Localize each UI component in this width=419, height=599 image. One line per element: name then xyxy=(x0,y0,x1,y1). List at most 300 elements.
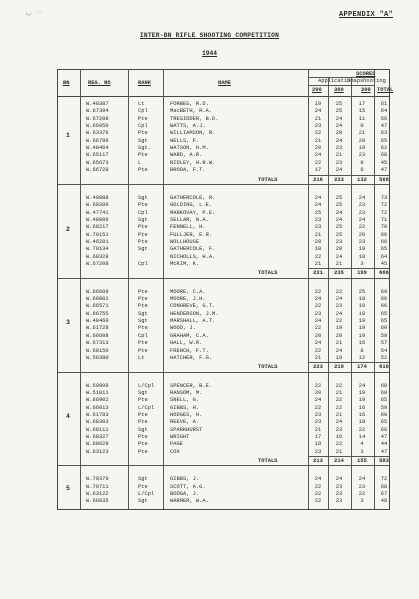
divider xyxy=(308,77,374,78)
cell-rank: Sgt xyxy=(138,426,148,433)
cell-t: 66 xyxy=(380,231,388,238)
cell-no: W.47741 xyxy=(86,209,109,216)
cell-b: 24 xyxy=(335,123,343,130)
cell-t: 44 xyxy=(380,441,388,448)
cell-b: 20 xyxy=(335,130,343,137)
cell-no: W.66902 xyxy=(86,397,109,404)
cell-c: 23 xyxy=(358,202,366,209)
cell-a: 23 xyxy=(314,411,322,418)
cell-b: 28 xyxy=(335,246,343,253)
cell-b: 22 xyxy=(335,318,343,325)
bn-number: 1 xyxy=(66,131,70,139)
cell-no: W.70134 xyxy=(86,246,109,253)
cell-b: 24 xyxy=(335,310,343,317)
cell-rank: Pte xyxy=(138,411,148,418)
cell-name: FORBES, R.D. xyxy=(170,101,209,107)
cell-a: 25 xyxy=(314,209,322,216)
cell-t: 72 xyxy=(380,209,388,216)
cell-t: 72 xyxy=(380,476,388,483)
team-divider xyxy=(58,372,389,373)
cell-c: 21 xyxy=(358,130,366,137)
cell-b: 24 xyxy=(335,419,343,426)
cell-b: 23 xyxy=(335,491,343,498)
cell-t: 66 xyxy=(380,426,388,433)
cell-c: 15 xyxy=(358,108,366,115)
totals-b: 219 xyxy=(334,364,344,371)
cell-b: 22 xyxy=(335,441,343,448)
cell-b: 25 xyxy=(335,194,343,201)
cell-c: 18 xyxy=(358,296,366,303)
cell-b: 25 xyxy=(335,202,343,209)
cell-t: 65 xyxy=(380,310,388,317)
cell-a: 22 xyxy=(314,404,322,411)
cell-name: RANSOM, M. xyxy=(170,389,203,396)
cell-name: FRENCH, F.T. xyxy=(170,347,209,354)
cell-name: FULLJER, E.R. xyxy=(170,231,213,238)
cell-t: 66 xyxy=(380,238,388,245)
col-range-200b: 200 xyxy=(361,87,371,93)
cell-rank: Cpl xyxy=(138,261,148,267)
cell-rank: Lt xyxy=(138,101,145,107)
cell-c: 19 xyxy=(358,332,366,339)
cell-rank: Pte xyxy=(138,434,148,440)
cell-name: PAGE xyxy=(170,441,183,448)
cell-rank: Pte xyxy=(138,325,148,332)
page-title: INTER-BN RIFLE SHOOTING COMPETITION xyxy=(139,32,280,39)
cell-c: 16 xyxy=(358,340,366,347)
col-range-200: 200 xyxy=(312,87,322,93)
totals-c: 199 xyxy=(357,270,367,277)
cell-c: 0 xyxy=(360,159,364,166)
cell-b: 21 xyxy=(335,448,343,455)
cell-b: 25 xyxy=(335,108,343,115)
cell-b: 21 xyxy=(335,389,343,396)
team-divider xyxy=(58,278,389,279)
cell-a: 17 xyxy=(314,167,322,174)
cell-rank: Lt xyxy=(138,354,145,361)
cell-name: MOORE, C.A. xyxy=(170,288,206,295)
bn-number: 3 xyxy=(66,319,70,327)
cell-t: 60 xyxy=(380,411,388,418)
cell-name: HATCHER, F.G. xyxy=(170,354,213,361)
team-divider xyxy=(58,184,389,185)
cell-name: FENNELL, H. xyxy=(170,224,206,231)
cell-t: 59 xyxy=(380,332,388,339)
cell-c: 6 xyxy=(360,167,364,174)
col-snapshooting: Snapshooting xyxy=(347,78,386,84)
cell-name: HENDERSON, J.M. xyxy=(170,310,219,317)
col-scores: SCORES xyxy=(356,71,376,77)
cell-t: 68 xyxy=(380,483,388,490)
cell-t: 60 xyxy=(380,325,388,332)
cell-name: WARNER, W.A. xyxy=(170,498,209,505)
cell-no: W.68217 xyxy=(86,224,109,231)
cell-t: 68 xyxy=(380,382,388,389)
totals-label: TOTALS xyxy=(258,176,278,183)
cell-a: 17 xyxy=(314,434,322,440)
cell-rank: L/Cpl xyxy=(138,404,155,411)
cell-name: WATSON, H.M. xyxy=(170,145,209,152)
cell-rank: Pte xyxy=(138,296,148,303)
cell-no: W.66950 xyxy=(86,123,109,130)
totals-t: 616 xyxy=(379,364,389,371)
cell-b: 25 xyxy=(335,101,343,107)
cell-rank: Pte xyxy=(138,152,148,159)
cell-b: 24 xyxy=(335,253,343,260)
cell-rank: Pte xyxy=(138,130,148,137)
cell-rank: L/Cpl xyxy=(138,382,155,389)
cell-rank: Pte xyxy=(138,167,148,174)
cell-a: 22 xyxy=(314,159,322,166)
cell-no: W.70379 xyxy=(86,476,109,483)
cell-a: 21 xyxy=(314,426,322,433)
cell-b: 21 xyxy=(335,411,343,418)
cell-a: 19 xyxy=(314,101,322,107)
cell-b: 22 xyxy=(335,382,343,389)
totals-b: 214 xyxy=(334,458,344,465)
cell-name: CONGREVE, G.T. xyxy=(170,303,216,310)
cell-no: W.66571 xyxy=(86,303,109,310)
cell-a: 24 xyxy=(314,296,322,303)
cell-rank: Pte xyxy=(138,288,148,295)
cell-t: 47 xyxy=(380,167,388,174)
cell-t: 65 xyxy=(380,397,388,404)
totals-label: TOTALS xyxy=(258,458,278,465)
cell-c: 11 xyxy=(358,115,366,122)
cell-name: MARSHALL, A.T. xyxy=(170,318,216,325)
cell-no: W.63123 xyxy=(86,448,109,455)
cell-t: 65 xyxy=(380,419,388,426)
cell-rank: Cpl xyxy=(138,123,148,130)
cell-name: BRODA, F.T. xyxy=(170,167,206,174)
bn-number: 4 xyxy=(66,413,70,421)
cell-rank: Pte xyxy=(138,115,148,122)
cell-b: 16 xyxy=(335,434,343,440)
cell-name: MARKOVAY, P.E. xyxy=(170,209,216,216)
cell-b: 19 xyxy=(335,354,343,361)
col-name: NAME xyxy=(218,80,231,86)
cell-no: W.48464 xyxy=(86,145,109,152)
cell-t: 65 xyxy=(380,246,388,253)
cell-name: GRAHAM, C.A. xyxy=(170,332,209,339)
cell-a: 24 xyxy=(314,108,322,115)
cell-t: 66 xyxy=(380,296,388,303)
cell-a: 21 xyxy=(314,137,322,144)
cell-t: 68 xyxy=(380,152,388,159)
cell-no: W.68328 xyxy=(86,253,109,260)
cell-no: W.68327 xyxy=(86,434,109,440)
cell-c: 3 xyxy=(360,498,364,505)
cell-c: 12 xyxy=(358,354,366,361)
cell-name: SPENCER, B.E. xyxy=(170,382,213,389)
cell-a: 20 xyxy=(314,238,322,245)
cell-c: 23 xyxy=(358,152,366,159)
cell-no: W.66035 xyxy=(86,498,109,505)
cell-a: 24 xyxy=(314,318,322,325)
cell-b: 23 xyxy=(335,303,343,310)
cell-c: 18 xyxy=(358,419,366,426)
cell-c: 14 xyxy=(358,434,366,440)
cell-a: 24 xyxy=(314,194,322,201)
cell-no: W.67313 xyxy=(86,340,109,347)
cell-no: W.65673 xyxy=(86,159,109,166)
cell-a: 21 xyxy=(314,261,322,267)
cell-t: 64 xyxy=(380,108,388,115)
cell-a: 18 xyxy=(314,441,322,448)
totals-b: 233 xyxy=(334,176,344,183)
cell-c: 24 xyxy=(358,476,366,483)
cell-c: 16 xyxy=(358,411,366,418)
cell-no: W.48387 xyxy=(86,101,109,107)
cell-c: 18 xyxy=(358,310,366,317)
table-header xyxy=(58,70,394,97)
cell-t: 47 xyxy=(380,123,388,130)
scores-table xyxy=(57,69,394,510)
cell-c: 19 xyxy=(358,389,366,396)
cell-a: 20 xyxy=(314,145,322,152)
cell-no: W.66013 xyxy=(86,404,109,411)
cell-b: 25 xyxy=(335,231,343,238)
cell-name: HODGES, H. xyxy=(170,411,203,418)
cell-name: MacBETH, R.A. xyxy=(170,108,213,115)
cell-name: GATHERCOLE, F. xyxy=(170,246,216,253)
cell-rank: Pte xyxy=(138,441,148,448)
col-application: Application xyxy=(318,78,354,84)
cell-b: 24 xyxy=(335,115,343,122)
cell-name: WOLLHOUSE xyxy=(170,238,200,245)
totals-c: 174 xyxy=(357,364,367,371)
cell-no: W.67208 xyxy=(86,261,109,267)
cell-rank: Sgt xyxy=(138,389,148,396)
cell-a: 22 xyxy=(314,347,322,354)
cell-c: 22 xyxy=(358,224,366,231)
cell-t: 61 xyxy=(380,101,388,107)
totals-c: 132 xyxy=(357,176,367,183)
col-total: TOTAL xyxy=(377,87,394,93)
cell-name: WARD, A.R. xyxy=(170,152,203,159)
cell-c: 8 xyxy=(360,347,364,354)
cell-rank: Pte xyxy=(138,483,148,490)
totals-a: 216 xyxy=(313,176,323,183)
cell-b: 24 xyxy=(335,296,343,303)
cell-c: 20 xyxy=(358,231,366,238)
cell-no: W.60200 xyxy=(86,202,109,209)
cell-a: 22 xyxy=(314,498,322,505)
cell-t: 66 xyxy=(380,303,388,310)
col-regt-no: REG. NO xyxy=(88,80,111,86)
bn-number: 5 xyxy=(66,485,70,493)
cell-a: 23 xyxy=(314,123,322,130)
cell-c: 0 xyxy=(360,123,364,130)
cell-no: W.67394 xyxy=(86,108,109,115)
col-bn: BN xyxy=(63,80,70,86)
cell-name: COX xyxy=(170,448,180,455)
cell-b: 23 xyxy=(335,145,343,152)
cell-c: 23 xyxy=(358,483,366,490)
cell-no: W.66608 xyxy=(86,332,109,339)
cell-t: 48 xyxy=(380,498,388,505)
cell-a: 22 xyxy=(314,491,322,498)
cell-t: 64 xyxy=(380,253,388,260)
cell-rank: Cpl xyxy=(138,332,148,339)
divider xyxy=(308,85,374,86)
cell-t: 72 xyxy=(380,202,388,209)
divider xyxy=(80,70,81,509)
cell-name: SCOTT, A.G. xyxy=(170,483,206,490)
cell-b: 24 xyxy=(335,167,343,174)
cell-b: 23 xyxy=(335,498,343,505)
cell-c: 19 xyxy=(358,318,366,325)
cell-rank: Sgt xyxy=(138,137,148,144)
cell-rank: Pte xyxy=(138,202,148,209)
cell-c: 22 xyxy=(358,491,366,498)
cell-c: 24 xyxy=(358,382,366,389)
cell-name: HALL, W.R. xyxy=(170,340,203,347)
cell-rank: Cpl xyxy=(138,108,148,115)
totals-label: TOTALS xyxy=(258,364,278,371)
cell-t: 62 xyxy=(380,145,388,152)
divider xyxy=(308,70,309,509)
cell-name: McKIM, K. xyxy=(170,261,200,267)
cell-t: 73 xyxy=(380,194,388,201)
cell-no: W.65117 xyxy=(86,152,109,159)
cell-name: WOOD, J. xyxy=(170,325,196,332)
cell-t: 47 xyxy=(380,448,388,455)
cell-a: 21 xyxy=(314,115,322,122)
cell-t: 71 xyxy=(380,216,388,223)
cell-b: 22 xyxy=(335,397,343,404)
totals-a: 213 xyxy=(313,458,323,465)
cell-a: 22 xyxy=(314,253,322,260)
cell-rank: Sgt xyxy=(138,498,148,505)
cell-a: 23 xyxy=(314,224,322,231)
cell-b: 21 xyxy=(335,340,343,347)
cell-b: 24 xyxy=(335,209,343,216)
cell-a: 24 xyxy=(314,397,322,404)
cell-c: 24 xyxy=(358,216,366,223)
cell-t: 57 xyxy=(380,340,388,347)
cell-a: 24 xyxy=(314,202,322,209)
cell-b: 23 xyxy=(335,483,343,490)
cell-b: 25 xyxy=(335,224,343,231)
cell-no: W.63122 xyxy=(86,491,109,498)
cell-name: GIBBS, H. xyxy=(170,404,200,411)
cell-a: 24 xyxy=(314,340,322,347)
cell-c: 23 xyxy=(358,238,366,245)
cell-name: NICHOLLS, H.A. xyxy=(170,253,216,260)
cell-name: SNELL, G. xyxy=(170,397,200,404)
cell-c: 24 xyxy=(358,194,366,201)
cell-b: 23 xyxy=(335,159,343,166)
cell-a: 23 xyxy=(314,216,322,223)
cell-no: W.69809 xyxy=(86,382,109,389)
divider xyxy=(351,77,352,509)
cell-a: 22 xyxy=(314,288,322,295)
cell-no: W.68150 xyxy=(86,347,109,354)
cell-b: 22 xyxy=(335,404,343,411)
cell-rank: Sgt xyxy=(138,318,148,325)
divider xyxy=(374,70,375,509)
totals-a: 223 xyxy=(313,364,323,371)
cell-rank: Sgt xyxy=(138,216,148,223)
handwritten-mark: ◡ ◌ xyxy=(26,8,43,18)
cell-no: W.48086 xyxy=(86,216,109,223)
cell-c: 3 xyxy=(360,448,364,455)
cell-c: 20 xyxy=(358,137,366,144)
cell-a: 20 xyxy=(314,332,322,339)
divider xyxy=(328,77,329,509)
cell-t: 65 xyxy=(380,137,388,144)
cell-t: 54 xyxy=(380,347,388,354)
divider xyxy=(163,70,164,509)
totals-t: 666 xyxy=(379,270,389,277)
cell-t: 65 xyxy=(380,318,388,325)
cell-rank: Cpl xyxy=(138,209,148,216)
cell-t: 56 xyxy=(380,115,388,122)
cell-no: W.67208 xyxy=(86,115,109,122)
cell-no: W.66728 xyxy=(86,167,109,174)
cell-b: 24 xyxy=(335,137,343,144)
totals-label: TOTALS xyxy=(258,270,278,277)
cell-c: 16 xyxy=(358,404,366,411)
cell-name: GATHERCOLE, R. xyxy=(170,194,216,201)
totals-c: 155 xyxy=(357,458,367,465)
cell-no: W.46281 xyxy=(86,238,109,245)
cell-no: W.63376 xyxy=(86,130,109,137)
cell-t: 52 xyxy=(380,354,388,361)
cell-a: 24 xyxy=(314,152,322,159)
totals-a: 221 xyxy=(313,270,323,277)
cell-rank: Sgt xyxy=(138,310,148,317)
cell-rank: Pte xyxy=(138,340,148,347)
cell-no: W.70711 xyxy=(86,483,109,490)
cell-a: 18 xyxy=(314,246,322,253)
cell-name: BODGA, J. xyxy=(170,491,200,498)
cell-a: 22 xyxy=(314,483,322,490)
cell-b: 23 xyxy=(335,426,343,433)
cell-c: 23 xyxy=(358,209,366,216)
cell-no: W.68629 xyxy=(86,441,109,448)
cell-no: W.51011 xyxy=(86,389,109,396)
totals-t: 583 xyxy=(379,458,389,465)
cell-c: 10 xyxy=(358,303,366,310)
appendix-label: APPENDIX "A" xyxy=(338,11,393,19)
cell-rank: Pte xyxy=(138,303,148,310)
cell-b: 24 xyxy=(335,347,343,354)
cell-t: 59 xyxy=(380,404,388,411)
cell-t: 47 xyxy=(380,434,388,440)
cell-t: 70 xyxy=(380,224,388,231)
cell-a: 23 xyxy=(314,310,322,317)
cell-rank: Sgt xyxy=(138,194,148,201)
cell-a: 22 xyxy=(314,303,322,310)
cell-t: 63 xyxy=(380,130,388,137)
col-rank: RANK xyxy=(138,80,151,86)
cell-no: W.40888 xyxy=(86,194,109,201)
cell-c: 19 xyxy=(358,325,366,332)
cell-rank: Sgt xyxy=(138,246,148,253)
cell-name: SPARKHURST xyxy=(170,426,203,433)
cell-no: W.66799 xyxy=(86,137,109,144)
cell-a: 23 xyxy=(314,448,322,455)
cell-t: 69 xyxy=(380,288,388,295)
cell-name: GOLDING, L.E. xyxy=(170,202,213,209)
cell-no: W.61783 xyxy=(86,411,109,418)
bn-number: 2 xyxy=(66,225,70,233)
cell-rank: L/Cpl xyxy=(138,491,155,498)
cell-a: 21 xyxy=(314,354,322,361)
cell-name: TRESIDDER, B.D. xyxy=(170,115,219,122)
